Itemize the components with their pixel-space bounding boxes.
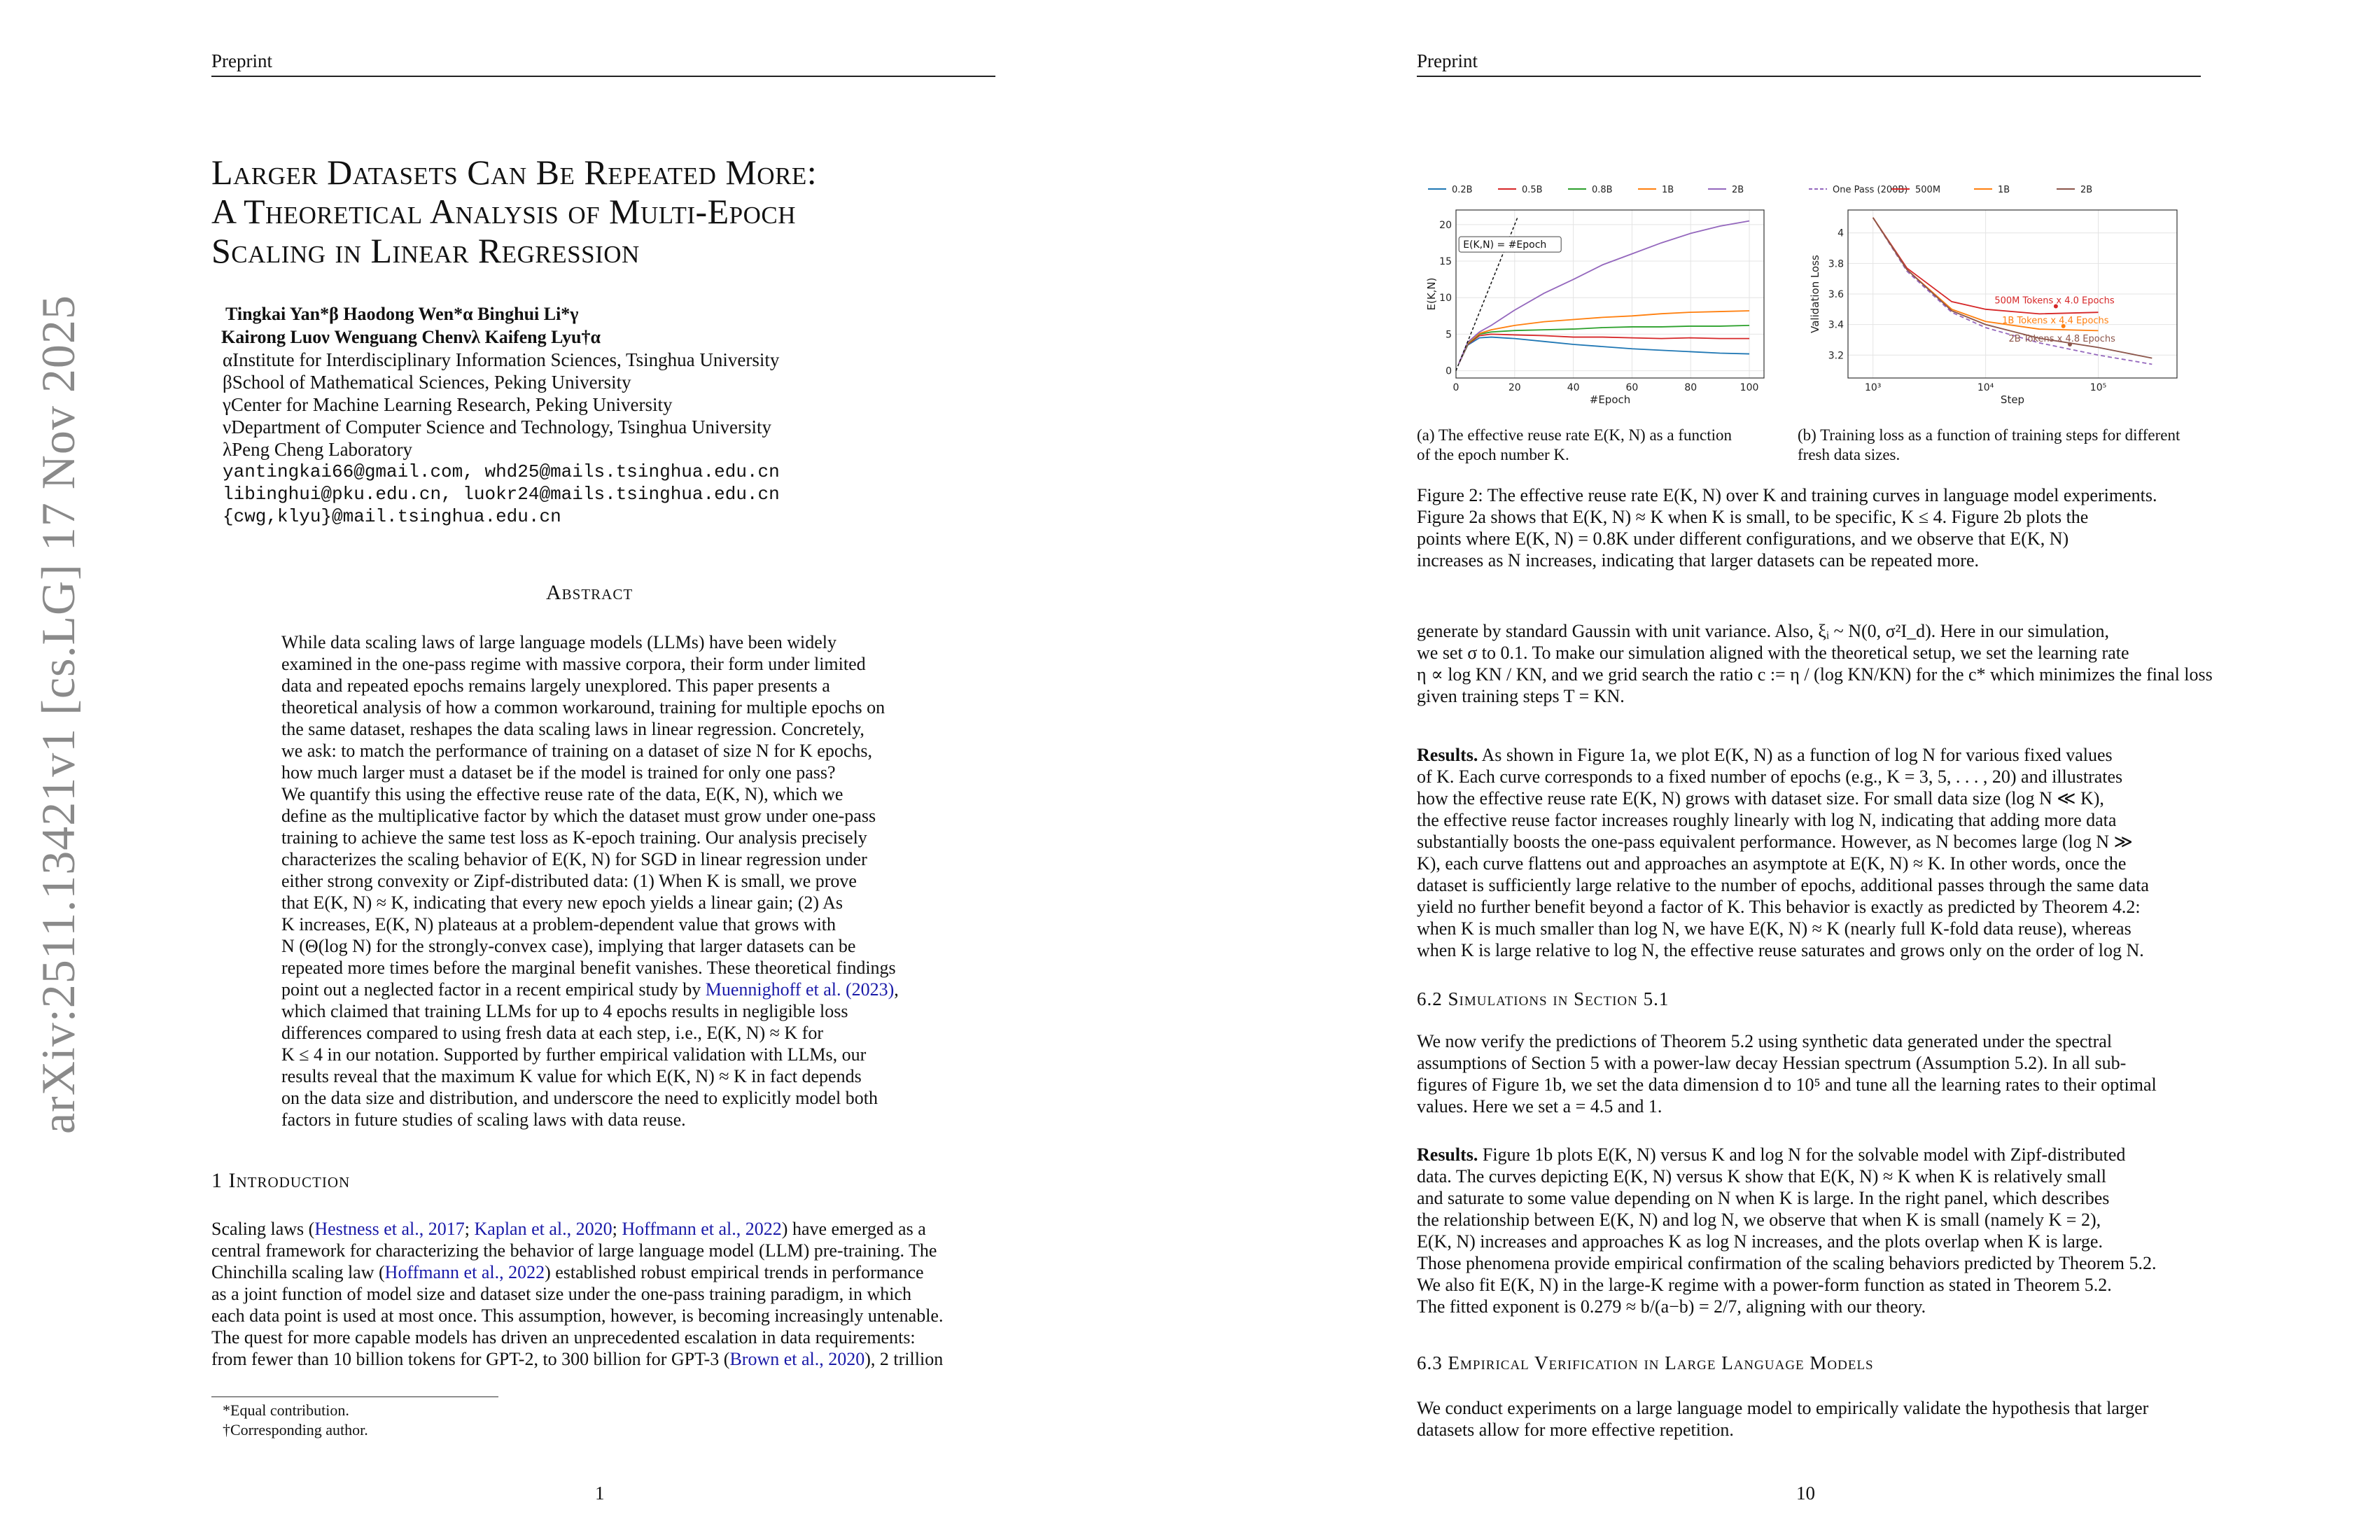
text-line: either strong convexity or Zipf-distributed data: (1) When K is small, we prove bbox=[281, 871, 857, 891]
text-line: Figure 2: The effective reuse rate E(K, N) over K and training curves in language model experiments. bbox=[1417, 485, 2157, 505]
text-line: yield no further benefit beyond a factor of K. This behavior is exactly as predicted by Theorem 4.2: bbox=[1417, 897, 2141, 917]
text-line: theoretical analysis of how a common workaround, training for multiple epochs on bbox=[281, 697, 886, 718]
text-line: as a joint function of model size and dataset size under the one-pass training paradigm, in which bbox=[211, 1284, 911, 1304]
y-tick-label: 20 bbox=[1439, 219, 1452, 231]
text-line: given training steps T = KN. bbox=[1417, 686, 1625, 706]
legend-label: 1B bbox=[1998, 185, 2010, 195]
x-axis-label: Step bbox=[2000, 393, 2025, 406]
y-tick-label: 3.4 bbox=[1828, 319, 1844, 331]
section-6-2-heading: 6.2 Simulations in Section 5.1 bbox=[1417, 988, 1670, 1009]
text-line: The quest for more capable models has driven an unprecedented escalation in data requirements: bbox=[211, 1327, 916, 1348]
running-header: Preprint bbox=[211, 50, 272, 71]
text-line: The fitted exponent is 0.279 ≈ b/(a−b) = 2/7, aligning with our theory. bbox=[1417, 1296, 1926, 1317]
text-line: the relationship between E(K, N) and log N, we observe that when K is small (namely K = 2), bbox=[1417, 1210, 2101, 1230]
email: libinghui@pku.edu.cn, luokr24@mails.tsinghua.edu.cn bbox=[223, 484, 780, 505]
paper-title bbox=[211, 153, 981, 270]
abstract-body bbox=[281, 631, 925, 1130]
figure-2a-caption bbox=[1417, 426, 1795, 465]
annotation-label: 2B Tokens x 4.8 Epochs bbox=[2008, 334, 2115, 344]
legend-label: 500M bbox=[1915, 185, 1941, 195]
text-line: factors in future studies of scaling laws with data reuse. bbox=[281, 1110, 686, 1130]
text-line: Those phenomena provide empirical confirmation of the scaling behaviors predicted by Theorem 5.2. bbox=[1417, 1253, 2157, 1273]
figure-2a-chart bbox=[1414, 168, 1792, 420]
affiliation: νDepartment of Computer Science and Technology, Tsinghua University bbox=[223, 416, 772, 438]
text-line: assumptions of Section 5 with a power-law decay Hessian spectrum (Assumption 5.2). In all sub- bbox=[1417, 1053, 2127, 1073]
text-line: N (Θ(log N) for the strongly-convex case), implying that larger datasets can be bbox=[281, 936, 856, 956]
x-tick-label: 10⁵ bbox=[2090, 382, 2107, 393]
legend-label: 2B bbox=[2080, 185, 2093, 195]
header-rule bbox=[1417, 76, 2201, 77]
text-line: values. Here we set a = 4.5 and 1. bbox=[1417, 1096, 1662, 1116]
text-line-body: As shown in Figure 1a, we plot E(K, N) as a function of log N for various fixed values bbox=[1481, 745, 2113, 765]
right-page bbox=[1190, 0, 2380, 1540]
caption-line: fresh data sizes. bbox=[1798, 446, 1900, 463]
series-line-02B bbox=[1459, 337, 1749, 364]
text-line: each data point is used at most once. This assumption, however, is becoming increasingly untenable. bbox=[211, 1306, 944, 1326]
text-line: K increases, E(K, N) plateaus at a problem-dependent value that grows with bbox=[281, 914, 836, 934]
y-axis-label: Validation Loss bbox=[1809, 255, 1821, 333]
footnote-rule bbox=[211, 1396, 498, 1397]
text-line: While data scaling laws of large language models (LLMs) have been widely bbox=[281, 632, 836, 652]
intro-body bbox=[211, 1218, 995, 1370]
text-line: We conduct experiments on a large language model to empirically validate the hypothesis that larger bbox=[1417, 1398, 2149, 1418]
text-line bbox=[1417, 744, 2201, 766]
text-line: of K. Each curve corresponds to a fixed number of epochs (e.g., K = 3, 5, . . . , 20) and illustrates bbox=[1417, 766, 2123, 787]
section-6-3-body bbox=[1417, 1397, 2201, 1441]
text-line: we set σ to 0.1. To make our simulation aligned with the theoretical setup, we set the learning rate bbox=[1417, 643, 2129, 663]
email: {cwg,klyu}@mail.tsinghua.edu.cn bbox=[223, 506, 561, 527]
x-tick-label: 80 bbox=[1684, 382, 1698, 393]
x-tick-label: 10⁴ bbox=[1977, 382, 1994, 393]
text-line: points where E(K, N) = 0.8K under different configurations, and we observe that E(K, N) bbox=[1417, 528, 2069, 549]
y-axis-label: E(K,N) bbox=[1425, 277, 1438, 311]
paragraph-label: Results. bbox=[1417, 1144, 1478, 1165]
text-line: results reveal that the maximum K value for which E(K, N) ≈ K in fact depends bbox=[281, 1066, 862, 1086]
running-header: Preprint bbox=[1417, 50, 1478, 71]
text-line: Chinchilla scaling law (Hoffmann et al., 2022) established robust empirical trends in performance bbox=[211, 1262, 924, 1282]
text-line: datasets allow for more effective repetition. bbox=[1417, 1420, 1734, 1440]
text-line: and saturate to some value depending on N when K is large. In the right panel, which describes bbox=[1417, 1188, 2110, 1208]
caption-line: of the epoch number K. bbox=[1417, 446, 1569, 463]
text-line: data and repeated epochs remains largely unexplored. This paper presents a bbox=[281, 676, 830, 696]
authors-line: Tingkai Yan*β Haodong Wen*α Binghui Li*γ bbox=[225, 304, 579, 324]
text-line: examined in the one-pass regime with massive corpora, their form under limited bbox=[281, 654, 866, 674]
text-line-body: Figure 1b plots E(K, N) versus K and log N for the solvable model with Zipf-distributed bbox=[1482, 1144, 2126, 1165]
text-line bbox=[1417, 1144, 2201, 1166]
legend-label: One Pass (200B) bbox=[1833, 185, 1908, 195]
text-line: on the data size and distribution, and underscore the need to explicitly model both bbox=[281, 1088, 878, 1108]
results-paragraph-2 bbox=[1417, 1144, 2201, 1317]
text-line: characterizes the scaling behavior of E(K, N) for SGD in linear regression under bbox=[281, 849, 867, 869]
legend-label: 0.5B bbox=[1522, 185, 1543, 195]
affiliation: βSchool of Mathematical Sciences, Peking University bbox=[223, 372, 631, 393]
y-tick-label: 3.6 bbox=[1828, 289, 1844, 300]
intro-heading: 1 Introduction bbox=[211, 1169, 351, 1192]
series-line-08B bbox=[1459, 326, 1749, 363]
author-list bbox=[221, 302, 601, 349]
text-line: when K is much smaller than log N, we have E(K, N) ≈ K (nearly full K-fold data reuse), whereas bbox=[1417, 918, 2132, 939]
text-line: Figure 2a shows that E(K, N) ≈ K when K is small, to be specific, K ≤ 4. Figure 2b plots the bbox=[1417, 507, 2089, 527]
text-line: η ∝ log KN / KN, and we grid search the ratio c := η / (log KN/KN) for the c* which minimizes the final loss bbox=[1417, 664, 2213, 685]
text-line: define as the multiplicative factor by which the dataset must grow under one-pass bbox=[281, 806, 876, 826]
caption-line: (b) Training loss as a function of training steps for different bbox=[1798, 426, 2180, 444]
title-line: A Theoretical Analysis of Multi-Epoch bbox=[211, 192, 797, 231]
paragraph-label: Results. bbox=[1417, 745, 1478, 765]
title-line: Larger Datasets Can Be Repeated More: bbox=[211, 153, 818, 192]
legend-label: 1B bbox=[1662, 185, 1674, 195]
text-line: that E(K, N) ≈ K, indicating that every new epoch yields a linear gain; (2) As bbox=[281, 892, 843, 913]
text-line: We now verify the predictions of Theorem 5.2 using synthetic data generated under the spectral bbox=[1417, 1031, 2113, 1051]
results-paragraph-1 bbox=[1417, 744, 2201, 961]
legend-label: 0.8B bbox=[1592, 185, 1613, 195]
figure-2-caption bbox=[1417, 484, 2201, 571]
text-line: K ≤ 4 in our notation. Supported by further empirical validation with LLMs, our bbox=[281, 1044, 867, 1065]
section-6-3-heading: 6.3 Empirical Verification in Large Language Models bbox=[1417, 1352, 1874, 1373]
x-tick-label: 100 bbox=[1740, 382, 1759, 393]
affiliation: γCenter for Machine Learning Research, Peking University bbox=[223, 394, 673, 415]
legend-label: 0.2B bbox=[1452, 185, 1473, 195]
footnote: †Corresponding author. bbox=[223, 1421, 368, 1438]
y-tick-label: 3.2 bbox=[1828, 350, 1844, 362]
text-line: We also fit E(K, N) in the large-K regime with a power-form function as stated in Theorem 5.2. bbox=[1417, 1275, 2112, 1295]
page-number: 10 bbox=[1796, 1483, 1815, 1504]
figure-2b-chart bbox=[1792, 168, 2205, 420]
text-line: when K is large relative to log N, the effective reuse saturates and grows only on the order of log N. bbox=[1417, 940, 2144, 960]
text-line: training to achieve the same test loss as K-epoch training. Our analysis precisely bbox=[281, 827, 867, 848]
y-tick-label: 5 bbox=[1446, 329, 1452, 341]
affiliations bbox=[223, 349, 780, 528]
email: yantingkai66@gmail.com, whd25@mails.tsinghua.edu.cn bbox=[223, 461, 780, 482]
header-rule bbox=[211, 76, 995, 77]
y-tick-label: 15 bbox=[1439, 256, 1452, 268]
x-tick-label: 0 bbox=[1452, 382, 1460, 393]
annotation-label: 1B Tokens x 4.4 Epochs bbox=[2002, 315, 2109, 326]
text-line: from fewer than 10 billion tokens for GPT-2, to 300 billion for GPT-3 (Brown et al., 2020), 2 trillion bbox=[211, 1349, 944, 1369]
x-tick-label: 60 bbox=[1625, 382, 1639, 393]
arxiv-stamp: arXiv:2511.13421v1 [cs.LG] 17 Nov 2025 bbox=[31, 295, 85, 1134]
footnote: *Equal contribution. bbox=[223, 1401, 349, 1419]
text-line: E(K, N) increases and approaches K as log N increases, and the plots overlap when K is large. bbox=[1417, 1231, 2103, 1252]
title-line: Scaling in Linear Regression bbox=[211, 231, 640, 270]
text-line: which claimed that training LLMs for up to 4 epochs results in negligible loss bbox=[281, 1001, 848, 1021]
text-line: generate by standard Gaussin with unit variance. Also, ξᵢ ~ N(0, σ²I_d). Here in our simulation, bbox=[1417, 621, 2109, 641]
x-tick-label: 10³ bbox=[1864, 382, 1882, 393]
text-line: data. The curves depicting E(K, N) versus K show that E(K, N) ≈ K when K is relatively small bbox=[1417, 1166, 2106, 1186]
text-line: differences compared to using fresh data at each step, i.e., E(K, N) ≈ K for bbox=[281, 1023, 823, 1043]
text-line: how much larger must a dataset be if the model is trained for only one pass? bbox=[281, 762, 836, 783]
abstract-heading: Abstract bbox=[546, 581, 634, 604]
x-tick-label: 40 bbox=[1567, 382, 1580, 393]
affiliation: αInstitute for Interdisciplinary Information Sciences, Tsinghua University bbox=[223, 349, 780, 370]
text-line: repeated more times before the marginal benefit vanishes. These theoretical findings bbox=[281, 958, 896, 978]
text-line: figures of Figure 1b, we set the data dimension d to 10⁵ and tune all the learning rates to their optimal bbox=[1417, 1074, 2157, 1095]
legend-label: 2B bbox=[1732, 185, 1744, 195]
caption-line: (a) The effective reuse rate E(K, N) as a function bbox=[1417, 426, 1732, 444]
text-line: dataset is sufficiently large relative to the number of epochs, additional passes through the same data bbox=[1417, 875, 2149, 895]
setup-paragraph bbox=[1417, 620, 2213, 707]
text-line: K), each curve flattens out and approaches an asymptote at E(K, N) ≈ K. In other words, once the bbox=[1417, 853, 2127, 874]
y-tick-label: 0 bbox=[1446, 365, 1452, 377]
text-line: substantially boosts the one-pass equivalent performance. However, as N becomes large (log N ≫ bbox=[1417, 832, 2133, 852]
annotation-label: 500M Tokens x 4.0 Epochs bbox=[1994, 295, 2115, 307]
y-tick-label: 3.8 bbox=[1828, 258, 1844, 270]
text-line: We quantify this using the effective reuse rate of the data, E(K, N), which we bbox=[281, 784, 844, 804]
authors-line: Kairong Luoν Wenguang Chenνλ Kaifeng Lyu†α bbox=[221, 327, 601, 347]
y-tick-label: 4 bbox=[1837, 227, 1844, 239]
text-line: we ask: to match the performance of training on a dataset of size N for K epochs, bbox=[281, 741, 872, 761]
annotation-label: E(K,N) = #Epoch bbox=[1463, 239, 1547, 251]
x-tick-label: 20 bbox=[1508, 382, 1521, 393]
affiliation: λPeng Cheng Laboratory bbox=[223, 439, 413, 460]
text-line: increases as N increases, indicating that larger datasets can be repeated more. bbox=[1417, 550, 1979, 570]
section-6-2-body bbox=[1417, 1030, 2201, 1117]
figure-2b-caption bbox=[1798, 426, 2204, 465]
page-number: 1 bbox=[595, 1483, 605, 1504]
text-line: point out a neglected factor in a recent empirical study by Muennighoff et al. (2023), bbox=[281, 979, 899, 1000]
text-line: the same dataset, reshapes the data scaling laws in linear regression. Concretely, bbox=[281, 719, 864, 739]
text-line: how the effective reuse rate E(K, N) grows with dataset size. For small data size (log N ≪ K), bbox=[1417, 788, 2104, 808]
y-tick-label: 10 bbox=[1439, 293, 1452, 304]
series-line-05B bbox=[1459, 334, 1749, 363]
text-line: Scaling laws (Hestness et al., 2017; Kaplan et al., 2020; Hoffmann et al., 2022) have emerged as a bbox=[211, 1219, 926, 1239]
x-axis-label: #Epoch bbox=[1589, 393, 1631, 406]
text-line: central framework for characterizing the behavior of large language model (LLM) pre-training. The bbox=[211, 1240, 937, 1261]
text-line: the effective reuse factor increases roughly linearly with log N, indicating that adding more data bbox=[1417, 810, 2117, 830]
